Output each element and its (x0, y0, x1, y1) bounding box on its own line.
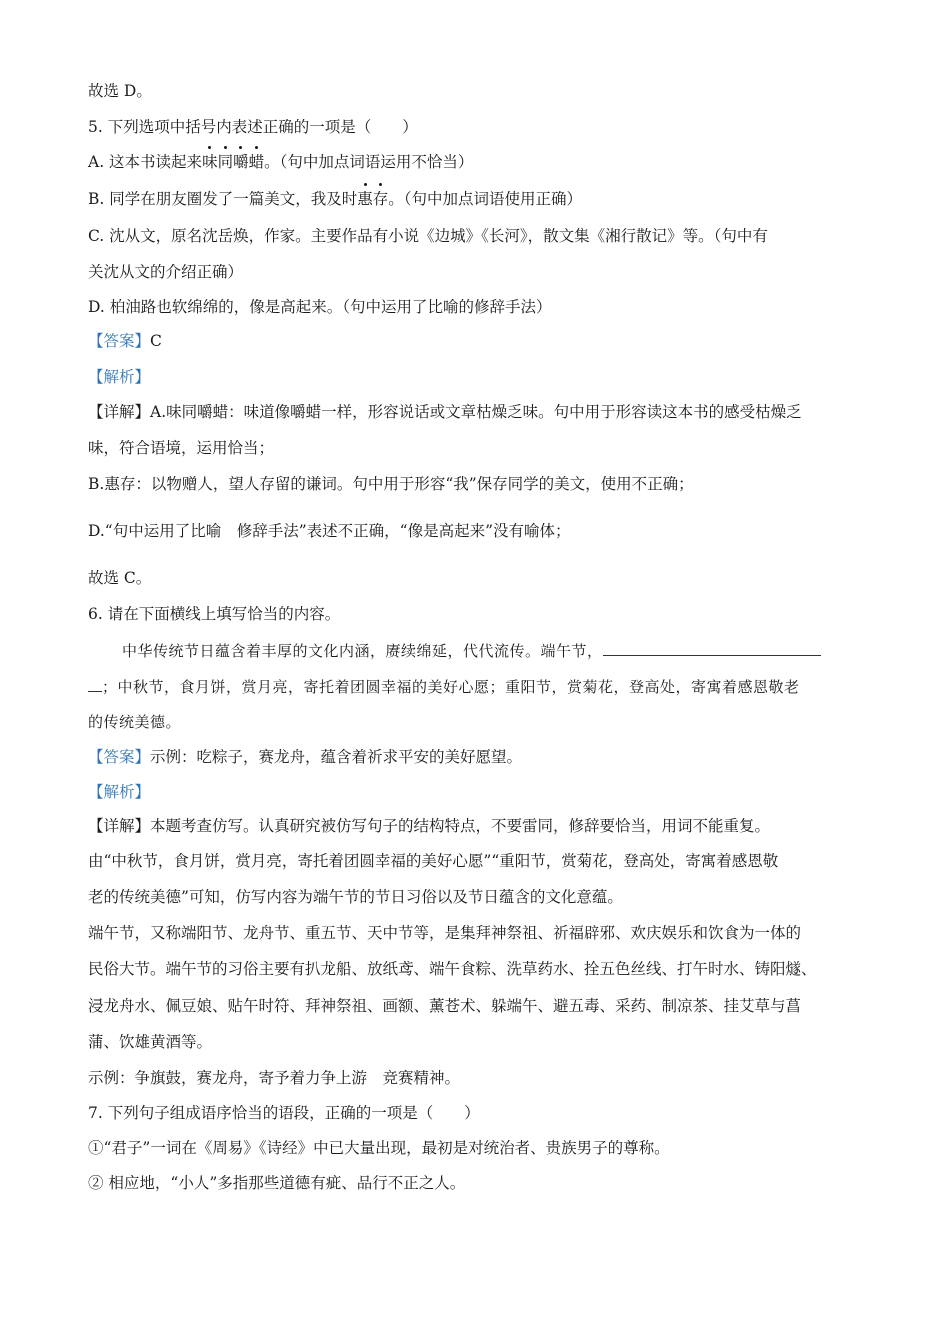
dotted-phrase: 味同嚼蜡 (202, 153, 265, 171)
question-5-option-c-cont: 关沈从文的介绍正确） (88, 263, 244, 281)
explanation-line: 【详解】A.味同嚼蜡：味道像嚼蜡一样，形容说话或文章枯燥乏味。句中用于形容读这本书的感受枯燥乏 (88, 403, 802, 421)
fill-in-blank-end (88, 677, 102, 692)
question-6-passage-cont (88, 676, 800, 698)
explanation-line: 【详解】本题考查仿写。认真研究被仿写句子的结构特点，不要雷同，修辞要恰当，用词不能重复。 (88, 817, 771, 835)
question-6-stem: 6. 请在下面横线上填写恰当的内容。 (88, 605, 341, 623)
question-6-passage (122, 640, 821, 662)
option-note: 。（句中加点词语运用不恰当） (264, 153, 474, 171)
explanation-line: 故选 C。 (88, 569, 152, 587)
answer-tag: 【答案】 (88, 332, 151, 350)
analysis-tag: 【解析】 (88, 368, 151, 386)
question-7-sentence: ② 相应地，“小人”多指那些道德有疵、品行不正之人。 (88, 1174, 466, 1192)
passage-text: ；中秋节，食月饼，赏月亮，寄托着团圆幸福的美好心愿；重阳节，赏菊花，登高处，寄寓着感恩敬老 (102, 678, 800, 696)
answer-text: 示例：吃粽子，赛龙舟，蕴含着祈求平安的美好愿望。 (150, 748, 523, 766)
explanation-line: 民俗大节。端午节的习俗主要有扒龙船、放纸鸢、端午食粽、洗草药水、拴五色丝线、打午时水、铸阳燧、 (88, 960, 817, 978)
answer-text: C (150, 332, 162, 350)
question-5-option-a (88, 151, 473, 173)
option-note: 。（句中加点词语使用正确） (388, 190, 583, 208)
question-5-option-c: C. 沈从文，原名沈岳焕，作家。主要作品有小说《边城》《长河》，散文集《湘行散记》等。（句中有 (88, 227, 768, 245)
question-7-stem: 7. 下列句子组成语序恰当的语段，正确的一项是（ ） (88, 1104, 480, 1122)
explanation-line: 老的传统美德”可知，仿写内容为端午节的节日习俗以及节日蕴含的文化意蕴。 (88, 888, 623, 906)
explanation-line: 浸龙舟水、佩豆娘、贴午时符、拜神祭祖、画额、薰苍术、躲端午、避五毒、采药、制凉茶、挂艾草与菖 (88, 997, 802, 1015)
explanation-line: B.惠存：以物赠人，望人存留的谦词。句中用于形容“我”保存同学的美文，使用不正确； (88, 475, 694, 493)
explanation-line: 由“中秋节，食月饼，赏月亮，寄托着团圆幸福的美好心愿”“重阳节，赏菊花，登高处，寄寓着感恩敬 (88, 852, 779, 870)
text-line: 故选 D。 (88, 82, 152, 100)
question-5-stem: 5. 下列选项中括号内表述正确的一项是（ ） (88, 118, 418, 136)
answer-line (88, 746, 522, 768)
answer-line (88, 330, 162, 352)
question-6-passage-end: 的传统美德。 (88, 713, 182, 731)
explanation-line: 端午节，又称端阳节、龙舟节、重五节、天中节等，是集拜神祭祖、祈福辟邪、欢庆娱乐和饮食为一体的 (88, 924, 802, 942)
passage-text: 中华传统节日蕴含着丰厚的文化内涵，赓续绵延，代代流传。端午节， (122, 642, 603, 660)
explanation-line: 示例：争旗鼓，赛龙舟，寄予着力争上游 竞赛精神。 (88, 1069, 461, 1087)
dotted-phrase: 惠存 (357, 190, 389, 208)
explanation-line: D.“句中运用了比喻 修辞手法”表述不正确，“像是高起来”没有喻体； (88, 522, 571, 540)
fill-in-blank[interactable] (603, 641, 821, 656)
explanation-line: 蒲、饮雄黄酒等。 (88, 1033, 213, 1051)
question-7-sentence: ①“君子”一词在《周易》《诗经》中已大量出现，最初是对统治者、贵族男子的尊称。 (88, 1139, 670, 1157)
option-text: A. 这本书读起来 (88, 153, 203, 171)
question-5-option-d: D. 柏油路也软绵绵的，像是高起来。（句中运用了比喻的修辞手法） (88, 298, 552, 316)
analysis-tag: 【解析】 (88, 783, 151, 801)
option-text: B. 同学在朋友圈发了一篇美文，我及时 (88, 190, 358, 208)
answer-tag: 【答案】 (88, 748, 151, 766)
explanation-line: 味，符合语境，运用恰当； (88, 439, 275, 457)
question-5-option-b (88, 188, 582, 210)
